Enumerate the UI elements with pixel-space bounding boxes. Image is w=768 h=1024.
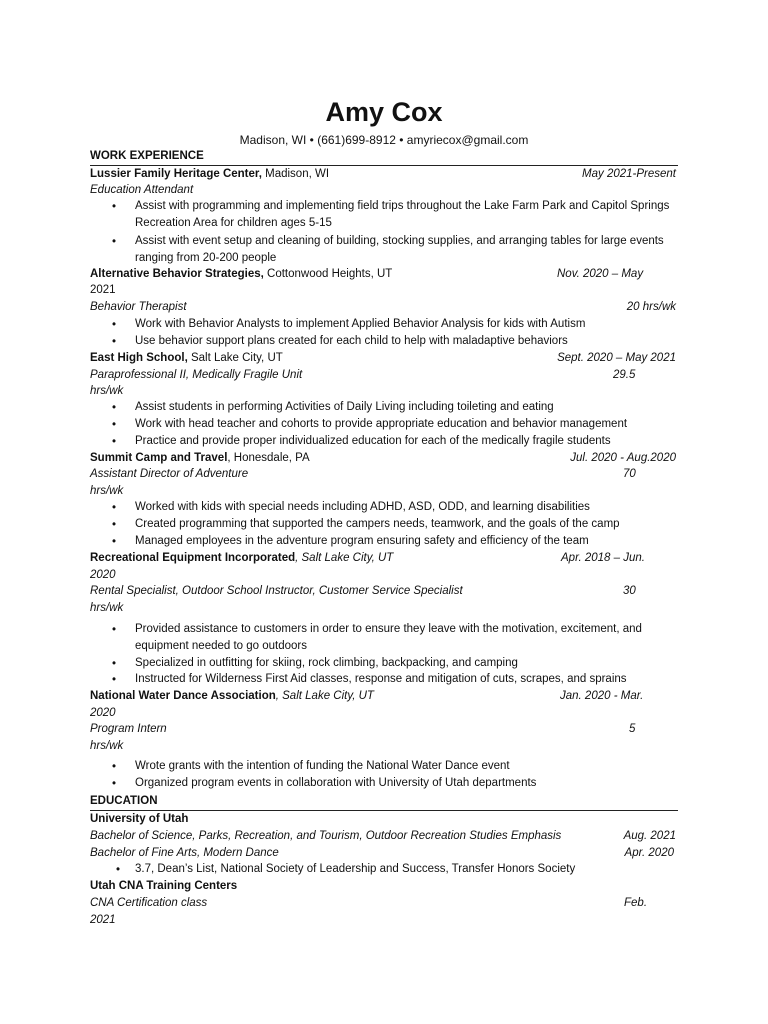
job-bullet: Assist with programming and implementing field trips throughout the Lake Farm Park and Capitol Springs Recreation Area for children ages 5-15 [135,200,670,229]
bullet-glyph: • [112,201,117,213]
job-org: East High School, [90,352,188,364]
job-bullet: Use behavior support plans created for each child to help with maladaptive behaviors [135,335,568,347]
job-bullet: Wrote grants with the intention of funding the National Water Dance event [135,760,510,772]
job-bullet: Practice and provide proper individualized education for each of the medically fragile students [135,435,611,447]
job-hours: 5 [629,723,636,735]
job-heading [90,266,392,282]
degree-date: Apr. 2020 [624,847,674,859]
job-hours-wrap: hrs/wk [90,485,124,497]
job-dates: May 2021-Present [582,168,676,180]
job-bullet: Organized program events in collaboration with University of Utah departments [135,777,537,789]
job-role: Program Intern [90,723,167,735]
job-hours: 30 [623,585,636,597]
bullet-glyph: • [112,761,117,773]
job-location: Cottonwood Heights, UT [263,268,393,280]
bullet-glyph: • [112,436,117,448]
honors: 3.7, Dean’s List, National Society of Leadership and Success, Transfer Honors Society [135,863,576,875]
bullet-glyph: • [112,502,117,514]
bullet-glyph: • [112,674,117,686]
job-bullet: Worked with kids with special needs including ADHD, ASD, ODD, and learning disabilities [135,501,590,513]
job-dates-wrap: 2021 [90,284,116,296]
bullet-glyph: • [112,624,117,636]
job-role: Rental Specialist, Outdoor School Instructor, Customer Service Specialist [90,585,463,597]
contact-line: Madison, WI • (661)699-8912 • amyriecox@gmail.com [239,133,529,147]
bullet-glyph: • [112,778,117,790]
bullet-glyph: • [112,336,117,348]
education-heading: EDUCATION [90,795,158,807]
job-bullet: Work with head teacher and cohorts to provide appropriate education and behavior management [135,418,628,430]
job-hours: 20 hrs/wk [626,301,676,313]
job-location: Salt Lake City, UT [187,352,283,364]
job-bullet: Work with Behavior Analysts to implement Applied Behavior Analysis for kids with Autism [135,318,586,330]
job-heading [90,688,374,704]
job-bullet: Specialized in outfitting for skiing, rock climbing, backpacking, and camping [135,657,518,669]
bullet-glyph: • [112,658,117,670]
job-bullet: Assist students in performing Activities of Daily Living including toileting and eating [135,401,554,413]
job-location: , Salt Lake City, UT [275,690,374,702]
job-heading [90,550,393,566]
job-org: National Water Dance Association [90,690,276,702]
job-bullet: Instructed for Wilderness First Aid classes, response and mitigation of cuts, scrapes, and sprains [135,673,627,685]
bullet-glyph: • [112,319,117,331]
degree-date: Aug. 2021 [623,830,676,842]
job-org: Lussier Family Heritage Center, [90,168,262,180]
bullet-glyph: • [116,864,121,876]
job-role: Behavior Therapist [90,301,187,313]
job-heading [90,166,329,182]
bullet-glyph: • [112,519,117,531]
job-org: Summit Camp and Travel [90,452,228,464]
job-location: , Salt Lake City, UT [295,552,394,564]
bullet-glyph: • [112,402,117,414]
job-heading [90,450,310,466]
job-role: Paraprofessional II, Medically Fragile Unit [90,369,303,381]
job-dates-wrap: 2020 [90,569,116,581]
job-location: Madison, WI [261,168,330,180]
job-hours-wrap: hrs/wk [90,740,124,752]
job-role: Assistant Director of Adventure [90,468,249,480]
job-bullet: Managed employees in the adventure program ensuring safety and efficiency of the team [135,535,589,547]
bullet-glyph: • [112,419,117,431]
degree: Bachelor of Fine Arts, Modern Dance [90,847,279,859]
job-dates: Nov. 2020 – May [557,268,644,280]
cert-date: Feb. [624,897,648,909]
cert-date-wrap: 2021 [90,914,116,926]
job-role: Education Attendant [90,184,194,196]
certification: CNA Certification class [90,897,208,909]
job-hours-wrap: hrs/wk [90,602,124,614]
job-hours: 70 [623,468,636,480]
job-bullet: Created programming that supported the campers needs, teamwork, and the goals of the camp [135,518,620,530]
work-experience-heading: WORK EXPERIENCE [90,150,204,162]
job-bullet: Provided assistance to customers in order to ensure they leave with the motivation, excitement, and equipment needed to go outdoors [135,623,642,652]
bullet-glyph: • [112,236,117,248]
job-dates: Jul. 2020 - Aug.2020 [570,452,676,464]
job-bullet: Assist with event setup and cleaning of building, stocking supplies, and arranging tables for large events ranging from 20-200 people [135,235,664,264]
degree: Bachelor of Science, Parks, Recreation, and Tourism, Outdoor Recreation Studies Emphasis [90,830,562,842]
bullet-glyph: • [112,536,117,548]
school-name: Utah CNA Training Centers [90,880,238,892]
job-org: Alternative Behavior Strategies, [90,268,264,280]
school-name: University of Utah [90,813,189,825]
job-dates-wrap: 2020 [90,707,116,719]
job-org: Recreational Equipment Incorporated [90,552,296,564]
job-dates: Apr. 2018 – Jun. [561,552,645,564]
job-dates: Sept. 2020 – May 2021 [557,352,676,364]
job-heading [90,350,283,366]
job-hours-wrap: hrs/wk [90,385,124,397]
job-dates: Jan. 2020 - Mar. [560,690,644,702]
job-location: , Honesdale, PA [227,452,310,464]
resume-name: Amy Cox [325,97,443,127]
job-hours: 29.5 [613,369,636,381]
